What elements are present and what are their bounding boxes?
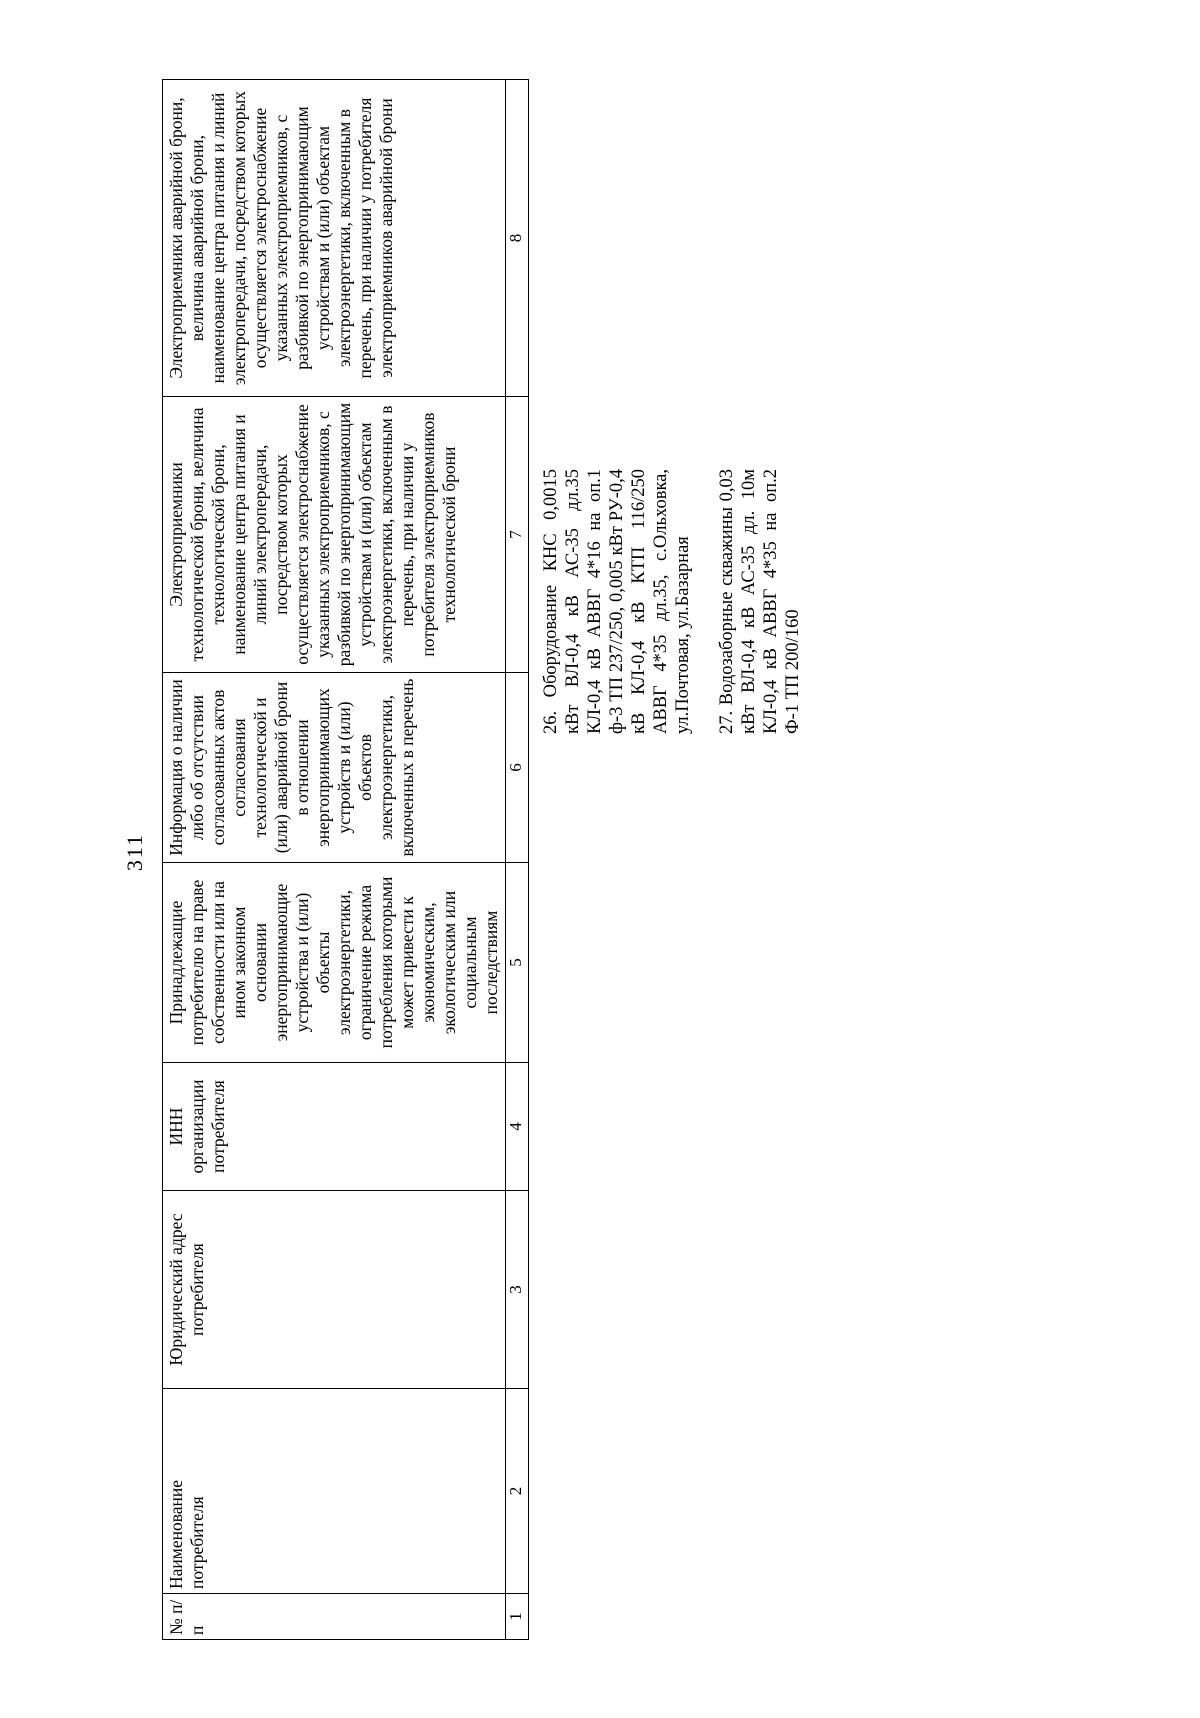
column-number: 4 <box>506 1063 529 1191</box>
column-number-row <box>506 80 529 1640</box>
page-number: 311 <box>122 832 147 872</box>
entry-26: 26. Оборудование КНС 0,0015 кВт ВЛ-0,4 кВ АС-35 дл.35 КЛ-0,4 кВ АВВГ 4*16 на оп.1 ф-3 ТП 237/250, 0,005 кВт РУ-0,4 кВ КЛ-0,4 кВ КТП 116/250 АВВГ 4*35 дл.35, с.Ольховка, ул.Почтовая, ул.Базарная <box>541 469 693 734</box>
column-number: 6 <box>506 673 529 863</box>
table-header-row <box>163 80 506 1640</box>
header-acts-info: Информация о наличии либо об отсутствии согласованных актов согласования технологической и (или) аварийной брони в отношении энергопринимающих устройств и (или) объектов электроэнергетики, включенных в перечень <box>163 673 506 863</box>
consumer-table <box>162 79 529 1640</box>
entries-column-7 <box>540 469 826 734</box>
header-devices: Принадлежащие потребителю на праве собственности или на ином законном основании энергопринимающие устройства и (или) объекты электроэнергетики, ограничение режима потребления которыми может привести к экономическим, экологическим или социальным последствиям <box>163 863 506 1063</box>
column-number: 2 <box>506 1389 529 1594</box>
column-number: 8 <box>506 80 529 397</box>
header-number: № п/п <box>163 1594 506 1640</box>
column-number: 3 <box>506 1191 529 1389</box>
header-inn: ИНН организации потребителя <box>163 1063 506 1191</box>
header-legal-address: Юридический адрес потребителя <box>163 1191 506 1389</box>
header-consumer-name: Наименование потребителя <box>163 1389 506 1594</box>
column-number: 1 <box>506 1594 529 1640</box>
column-number: 7 <box>506 397 529 673</box>
header-emergency-reserve: Электроприемники аварийной брони, величина аварийной брони, наименование центра питания и линий электропередачи, посредством которых осуществляется электроснабжение указанных электроприемников, с разбивкой по энергопринимающим устройствам и (или) объектам электроэнергетики, включенным в перечень, при наличии у потребителя электроприемников аварийной брони <box>163 80 506 397</box>
header-technological-reserve: Электроприемники технологической брони, величина технологической брони, наименование центра питания и линий электропередачи, посредством которых осуществляется электроснабжение указанных электроприемников, с разбивкой по энергопринимающим устройствам и (или) объектам электроэнергетики, включенным в перечень, при наличии у потребителя электроприемников технологической брони <box>163 397 506 673</box>
entry-27: 27. Водозаборные скважины 0,03 кВт ВЛ-0,4 кВ АС-35 дл. 10м КЛ-0,4 кВ АВВГ 4*35 на оп.2 Ф-1 ТП 200/160 <box>717 469 803 734</box>
column-number: 5 <box>506 863 529 1063</box>
rotated-table-sheet <box>162 50 803 1660</box>
